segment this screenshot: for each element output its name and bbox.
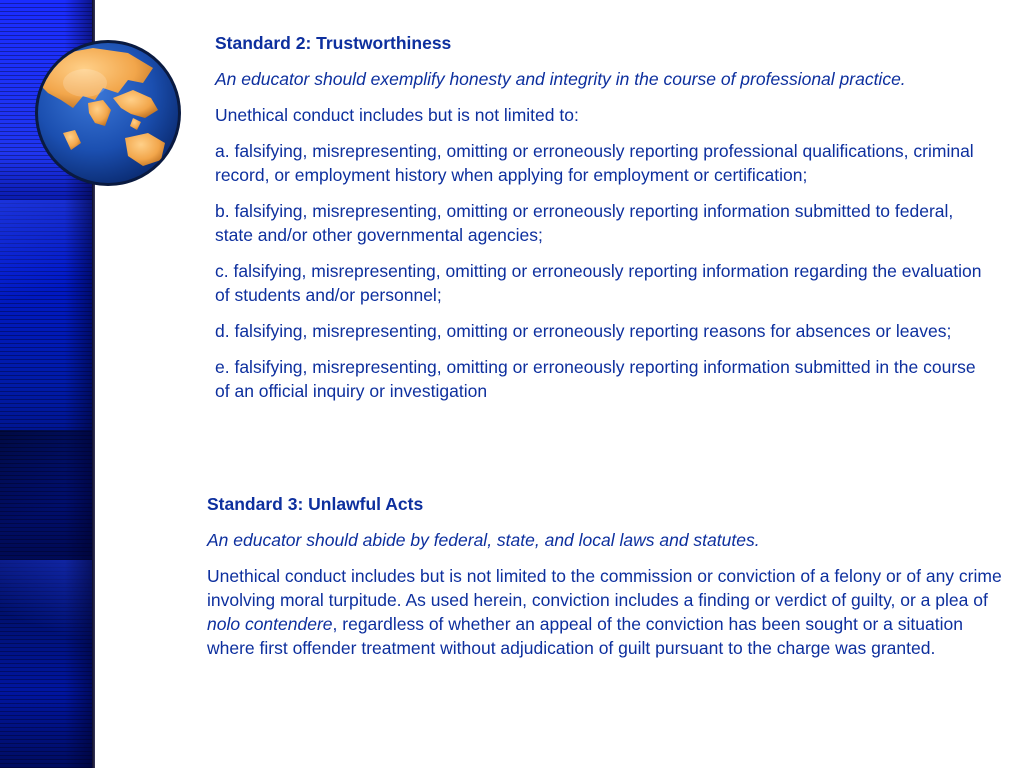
standard-2-item-e: e. falsifying, misrepresenting, omitting or erroneously reporting information submitted in the course of an official inquiry or investigation (215, 357, 976, 401)
standard-2-heading: Standard 2: Trustworthiness (215, 33, 452, 53)
standard-2-item-b: b. falsifying, misrepresenting, omitting or erroneously reporting information submitted to federal, state and/or other governmental agencies; (215, 201, 954, 245)
standard-2-section (215, 31, 990, 415)
standard-2-intro: Unethical conduct includes but is not limited to: (215, 105, 579, 125)
standard-2-item-c: c. falsifying, misrepresenting, omitting or erroneously reporting information regarding the evaluation of students and/or personnel; (215, 261, 982, 305)
standard-3-body (207, 564, 1007, 660)
nolo-contendere-term: nolo contendere (207, 614, 333, 634)
standard-2-statement: An educator should exemplify honesty and integrity in the course of professional practice. (215, 69, 906, 89)
standard-3-section (207, 492, 1007, 672)
standard-3-heading: Standard 3: Unlawful Acts (207, 494, 424, 514)
standard-2-item-d: d. falsifying, misrepresenting, omitting or erroneously reporting reasons for absences or leaves; (215, 321, 952, 341)
standard-3-body-start: Unethical conduct includes but is not limited to the commission or conviction of a felony or of any crime involving moral turpitude. As used herein, conviction includes a finding or verdict of guilty, or a plea of (207, 566, 1002, 610)
standard-3-statement: An educator should abide by federal, state, and local laws and statutes. (207, 530, 760, 550)
standard-2-item-a: a. falsifying, misrepresenting, omitting or erroneously reporting professional qualifications, criminal record, or employment history when applying for employment or certification; (215, 141, 974, 185)
standard-3-body-end: , regardless of whether an appeal of the conviction has been sought or a situation where first offender treatment without adjudication of guilt pursuant to the charge was granted. (207, 614, 963, 658)
